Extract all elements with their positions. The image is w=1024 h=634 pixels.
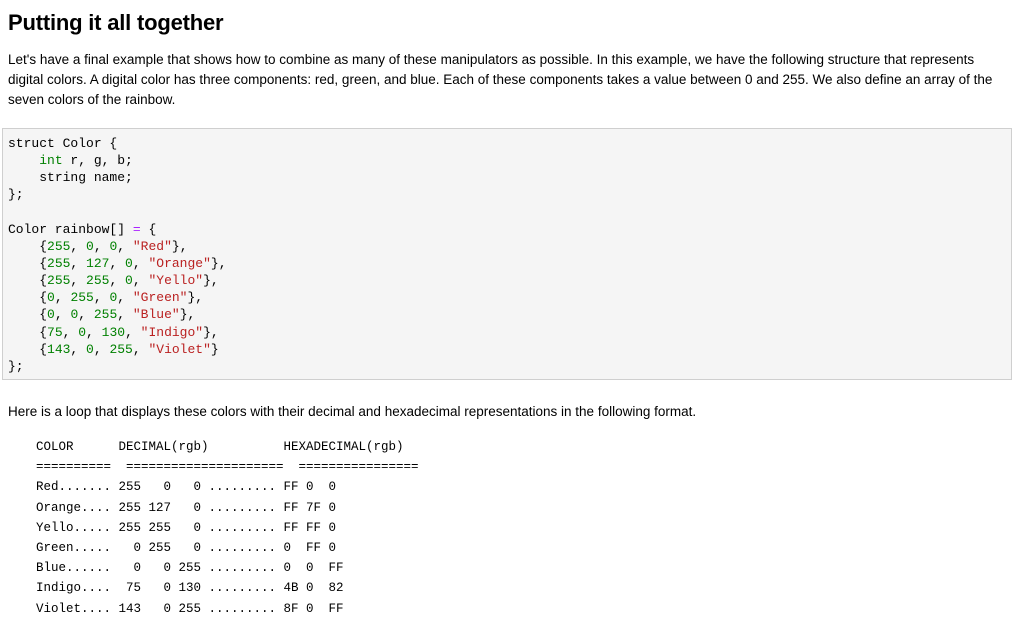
code-punctuation: , [132, 273, 149, 289]
output-header: COLOR DECIMAL(rgb) HEXADECIMAL(rgb) [36, 440, 404, 454]
color-name-string: "Indigo" [140, 324, 204, 340]
color-r-value: 255 [47, 238, 71, 254]
code-line-int-fields [8, 152, 1011, 169]
color-g-value: 255 [70, 290, 94, 306]
code-punctuation: , [70, 273, 87, 289]
code-punctuation: , [93, 341, 110, 357]
output-row: Green..... 0 255 0 ......... 0 FF 0 [36, 540, 337, 555]
color-g-value: 127 [86, 255, 110, 271]
color-r-value: 0 [47, 290, 55, 306]
code-punctuation: { [8, 238, 48, 254]
code-punctuation: , [54, 307, 71, 323]
code-punctuation: , [62, 324, 79, 340]
code-punctuation: , [70, 255, 87, 271]
color-g-value: 0 [70, 307, 79, 323]
color-r-value: 143 [47, 341, 71, 357]
color-entry-end: }, [187, 290, 204, 306]
code-punctuation: , [132, 255, 149, 271]
code-line-color-entry [8, 306, 1011, 323]
code-line-struct: struct Color { [8, 136, 118, 151]
color-b-value: 0 [125, 273, 133, 289]
code-punctuation: { [8, 255, 48, 271]
color-name-string: "Blue" [132, 307, 180, 323]
code-line-color-entry [8, 341, 1011, 358]
code-line-struct-close: }; [8, 187, 24, 203]
code-punctuation: , [117, 290, 133, 306]
string-field: string name; [39, 170, 133, 186]
int-field-names: r, g, b; [62, 153, 133, 169]
color-b-value: 255 [93, 307, 118, 323]
color-b-value: 255 [109, 341, 133, 357]
color-r-value: 255 [47, 255, 71, 271]
code-array-rows [8, 238, 1011, 358]
color-entry-end: }, [203, 324, 219, 340]
code-punctuation: , [132, 341, 149, 357]
color-name-string: "Violet" [148, 341, 211, 357]
output-block [36, 437, 419, 619]
output-row: Blue...... 0 0 255 ......... 0 0 FF [36, 561, 344, 576]
keyword-int: int [39, 153, 63, 169]
output-row: Red....... 255 0 0 ......... FF 0 0 [36, 480, 337, 495]
color-name-string: "Yello" [148, 273, 204, 289]
code-line-color-entry [8, 272, 1011, 289]
code-line-color-entry [8, 255, 1011, 272]
color-b-value: 0 [125, 255, 133, 271]
array-decl: Color rainbow[] [8, 221, 133, 237]
code-punctuation: { [8, 324, 48, 340]
code-line-color-entry [8, 238, 1011, 255]
color-g-value: 0 [86, 341, 94, 357]
output-row: Violet.... 143 0 255 ......... 8F 0 FF [36, 601, 344, 616]
code-punctuation: , [70, 341, 87, 357]
color-entry-end: } [210, 341, 219, 357]
color-entry-end: }, [203, 273, 219, 289]
color-r-value: 0 [47, 307, 55, 323]
loop-description: Here is a loop that displays these colors with their decimal and hexadecimal representations in the following format. [8, 404, 697, 419]
color-entry-end: }, [179, 307, 196, 323]
code-punctuation: , [117, 307, 133, 323]
color-b-value: 0 [109, 290, 118, 306]
color-b-value: 130 [101, 324, 126, 340]
color-g-value: 0 [86, 238, 94, 254]
code-punctuation: , [117, 238, 133, 254]
code-punctuation: { [8, 341, 48, 357]
color-g-value: 255 [86, 273, 110, 289]
output-row: Orange.... 255 127 0 ......... FF 7F 0 [36, 500, 337, 515]
code-line-array-decl [8, 221, 1011, 238]
output-rows [36, 477, 419, 618]
code-punctuation: , [93, 290, 110, 306]
code-line-color-entry [8, 324, 1011, 341]
code-line-array-close: }; [8, 358, 24, 374]
code-block [2, 128, 1012, 380]
array-open: { [140, 221, 157, 237]
code-line-color-entry [8, 289, 1011, 306]
color-b-value: 0 [109, 238, 118, 254]
code-punctuation: , [109, 273, 126, 289]
assign-operator: = [132, 221, 141, 237]
color-entry-end: }, [210, 255, 227, 271]
code-line-blank [8, 204, 1011, 221]
color-name-string: "Green" [132, 290, 188, 306]
code-punctuation: , [109, 255, 126, 271]
code-punctuation: { [8, 273, 48, 289]
page-title: Putting it all together [8, 10, 224, 35]
code-punctuation: , [125, 324, 141, 340]
output-row: Indigo.... 75 0 130 ......... 4B 0 82 [36, 581, 344, 596]
code-punctuation: , [70, 238, 87, 254]
code-punctuation: { [8, 290, 48, 306]
color-name-string: "Red" [132, 238, 172, 254]
code-punctuation: , [86, 324, 102, 340]
color-entry-end: }, [171, 238, 188, 254]
color-r-value: 75 [47, 324, 63, 340]
color-g-value: 0 [78, 324, 87, 340]
output-separator: ========== ===================== ================ [36, 460, 419, 475]
color-name-string: "Orange" [148, 255, 211, 271]
intro-paragraph: Let's have a final example that shows how to combine as many of these manipulators as possible. In this example, we have the following structure that represents digital colors. A digital color has three components: red, green, and blue. Each of these components takes a value between 0 and 255. We also define an array of the seven colors of the rainbow. [8, 52, 993, 107]
code-punctuation: , [93, 238, 110, 254]
code-punctuation: , [78, 307, 94, 323]
code-punctuation: , [54, 290, 71, 306]
code-punctuation: { [8, 307, 48, 323]
output-row: Yello..... 255 255 0 ......... FF FF 0 [36, 520, 337, 535]
code-line-string-field [8, 169, 1011, 186]
color-r-value: 255 [47, 273, 71, 289]
